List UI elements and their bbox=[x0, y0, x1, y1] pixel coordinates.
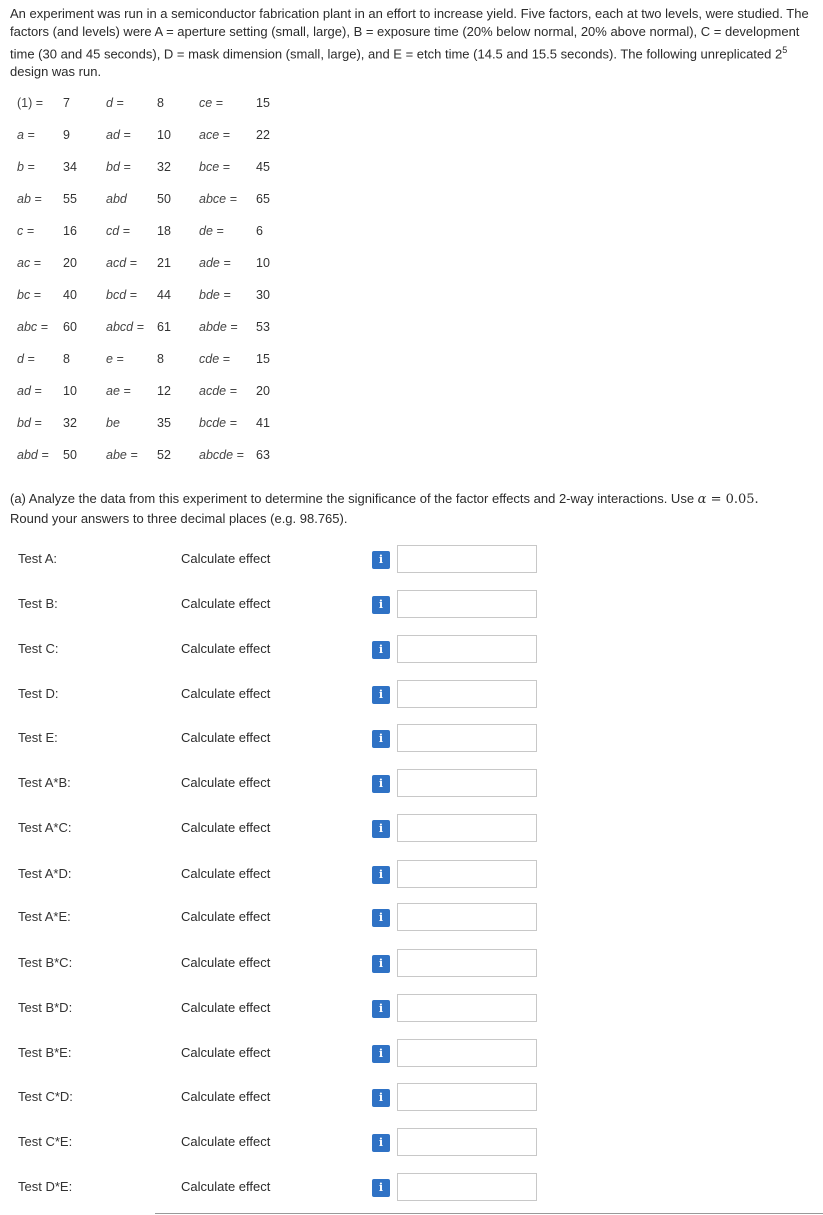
treatment-label: ade = bbox=[199, 256, 231, 270]
calculate-effect-label: Calculate effect bbox=[181, 551, 271, 566]
treatment-value: 7 bbox=[63, 96, 70, 110]
answer-input[interactable] bbox=[397, 949, 537, 977]
treatment-value: 8 bbox=[157, 352, 164, 366]
intro-text: An experiment was run in a semiconductor fabrication plant in an effort to increase yield. Five factors, each at two levels, were studied. The factors (and levels) were A = aperture setting (small, large), B = exposure time (20% below normal, 20% above normal), C = development time (30 and 45 seconds), D = mask dimension (small, large), and E = etch time (14.5 and 15.5 seconds). The following unreplicated 2 bbox=[10, 6, 809, 62]
treatment-value: 34 bbox=[63, 160, 77, 174]
intro-text-end: design was run. bbox=[10, 64, 102, 80]
test-label: Test C: bbox=[18, 641, 59, 656]
treatment-label: d = bbox=[106, 96, 124, 110]
info-icon[interactable]: i bbox=[372, 820, 390, 838]
calculate-effect-label: Calculate effect bbox=[181, 596, 271, 611]
treatment-label: acd = bbox=[106, 256, 137, 270]
treatment-value: 32 bbox=[63, 416, 77, 430]
test-row bbox=[0, 994, 823, 1024]
answer-input[interactable] bbox=[397, 1173, 537, 1201]
answer-input[interactable] bbox=[397, 903, 537, 931]
treatment-value: 21 bbox=[157, 256, 171, 270]
test-row bbox=[0, 769, 823, 799]
test-row bbox=[0, 860, 823, 890]
info-icon[interactable]: i bbox=[372, 1134, 390, 1152]
treatment-value: 9 bbox=[63, 128, 70, 142]
treatment-value: 60 bbox=[63, 320, 77, 334]
test-label: Test D: bbox=[18, 686, 59, 701]
treatment-value: 20 bbox=[256, 384, 270, 398]
test-label: Test A: bbox=[18, 551, 58, 566]
info-icon[interactable]: i bbox=[372, 866, 390, 884]
answer-input[interactable] bbox=[397, 769, 537, 797]
treatment-label: bd = bbox=[17, 416, 42, 430]
answer-input[interactable] bbox=[397, 814, 537, 842]
treatment-label: abcd = bbox=[106, 320, 144, 334]
treatment-label: ace = bbox=[199, 128, 230, 142]
test-label: Test C*D: bbox=[18, 1089, 73, 1104]
answer-input[interactable] bbox=[397, 1083, 537, 1111]
info-icon[interactable]: i bbox=[372, 775, 390, 793]
calculate-effect-label: Calculate effect bbox=[181, 866, 271, 881]
answer-input[interactable] bbox=[397, 590, 537, 618]
alpha-symbol: α bbox=[697, 492, 707, 507]
treatment-value: 15 bbox=[256, 352, 270, 366]
treatment-label: abc = bbox=[17, 320, 48, 334]
treatment-value: 61 bbox=[157, 320, 171, 334]
treatment-label: d = bbox=[17, 352, 35, 366]
test-label: Test B: bbox=[18, 596, 58, 611]
calculate-effect-label: Calculate effect bbox=[181, 820, 271, 835]
treatment-value: 45 bbox=[256, 160, 270, 174]
answer-input[interactable] bbox=[397, 1128, 537, 1156]
treatment-value: 22 bbox=[256, 128, 270, 142]
treatment-label: acde = bbox=[199, 384, 237, 398]
treatment-label: a = bbox=[17, 128, 35, 142]
intro-superscript: 5 bbox=[782, 45, 788, 55]
info-icon[interactable]: i bbox=[372, 641, 390, 659]
answer-input[interactable] bbox=[397, 1039, 537, 1067]
treatment-value: 44 bbox=[157, 288, 171, 302]
calculate-effect-label: Calculate effect bbox=[181, 1179, 271, 1194]
treatment-label: ad = bbox=[17, 384, 42, 398]
info-icon[interactable]: i bbox=[372, 1089, 390, 1107]
treatment-label: (1) = bbox=[17, 96, 44, 110]
treatment-value: 52 bbox=[157, 448, 171, 462]
answer-input[interactable] bbox=[397, 994, 537, 1022]
treatment-label: be bbox=[106, 416, 120, 430]
calculate-effect-label: Calculate effect bbox=[181, 1134, 271, 1149]
test-label: Test B*D: bbox=[18, 1000, 73, 1015]
answer-input[interactable] bbox=[397, 860, 537, 888]
treatment-value: 8 bbox=[63, 352, 70, 366]
test-label: Test E: bbox=[18, 730, 58, 745]
treatment-label: ae = bbox=[106, 384, 131, 398]
treatment-value: 32 bbox=[157, 160, 171, 174]
test-row bbox=[0, 545, 823, 575]
question-part2: Round your answers to three decimal places (e.g. 98.765). bbox=[10, 511, 348, 526]
answer-input[interactable] bbox=[397, 635, 537, 663]
treatment-value: 55 bbox=[63, 192, 77, 206]
info-icon[interactable]: i bbox=[372, 596, 390, 614]
treatment-value: 8 bbox=[157, 96, 164, 110]
treatment-label: ac = bbox=[17, 256, 41, 270]
treatment-label: abd = bbox=[17, 448, 49, 462]
calculate-effect-label: Calculate effect bbox=[181, 730, 271, 745]
treatment-value: 15 bbox=[256, 96, 270, 110]
info-icon[interactable]: i bbox=[372, 1045, 390, 1063]
test-row bbox=[0, 635, 823, 665]
question-text bbox=[10, 489, 810, 528]
treatment-label: bcde = bbox=[199, 416, 237, 430]
problem-statement bbox=[10, 5, 810, 81]
treatment-value: 18 bbox=[157, 224, 171, 238]
calculate-effect-label: Calculate effect bbox=[181, 1045, 271, 1060]
test-label: Test B*C: bbox=[18, 955, 73, 970]
answer-input[interactable] bbox=[397, 680, 537, 708]
info-icon[interactable]: i bbox=[372, 909, 390, 927]
answer-input[interactable] bbox=[397, 545, 537, 573]
treatment-value: 10 bbox=[256, 256, 270, 270]
treatment-value: 10 bbox=[157, 128, 171, 142]
test-row bbox=[0, 680, 823, 710]
treatment-label: abce = bbox=[199, 192, 237, 206]
treatment-value: 6 bbox=[256, 224, 263, 238]
calculate-effect-label: Calculate effect bbox=[181, 955, 271, 970]
treatment-label: b = bbox=[17, 160, 35, 174]
treatment-value: 16 bbox=[63, 224, 77, 238]
treatment-value: 40 bbox=[63, 288, 77, 302]
treatment-label: c = bbox=[17, 224, 35, 238]
treatment-label: bce = bbox=[199, 160, 230, 174]
treatment-label: bde = bbox=[199, 288, 231, 302]
calculate-effect-label: Calculate effect bbox=[181, 686, 271, 701]
test-label: Test C*E: bbox=[18, 1134, 73, 1149]
treatment-label: ab = bbox=[17, 192, 42, 206]
test-label: Test A*C: bbox=[18, 820, 72, 835]
test-label: Test A*D: bbox=[18, 866, 72, 881]
treatment-label: cde = bbox=[199, 352, 230, 366]
calculate-effect-label: Calculate effect bbox=[181, 1000, 271, 1015]
treatment-label: abd bbox=[106, 192, 127, 206]
info-icon[interactable]: i bbox=[372, 1000, 390, 1018]
alpha-value: = 0.05. bbox=[706, 492, 759, 507]
treatment-value: 50 bbox=[63, 448, 77, 462]
calculate-effect-label: Calculate effect bbox=[181, 909, 271, 924]
treatment-value: 10 bbox=[63, 384, 77, 398]
treatment-label: ce = bbox=[199, 96, 223, 110]
test-label: Test D*E: bbox=[18, 1179, 73, 1194]
treatment-value: 41 bbox=[256, 416, 270, 430]
test-row bbox=[0, 1173, 823, 1203]
treatment-label: e = bbox=[106, 352, 124, 366]
question-part1: (a) Analyze the data from this experiment to determine the significance of the factor effects and 2-way interactions. Use bbox=[10, 491, 698, 506]
info-icon[interactable]: i bbox=[372, 551, 390, 569]
bottom-divider bbox=[155, 1213, 823, 1214]
test-row bbox=[0, 1039, 823, 1069]
calculate-effect-label: Calculate effect bbox=[181, 1089, 271, 1104]
test-row bbox=[0, 1128, 823, 1158]
treatment-value: 53 bbox=[256, 320, 270, 334]
calculate-effect-label: Calculate effect bbox=[181, 775, 271, 790]
answer-input[interactable] bbox=[397, 724, 537, 752]
treatment-label: abe = bbox=[106, 448, 138, 462]
treatment-value: 63 bbox=[256, 448, 270, 462]
treatment-value: 12 bbox=[157, 384, 171, 398]
test-row bbox=[0, 590, 823, 620]
treatment-label: bc = bbox=[17, 288, 41, 302]
test-row bbox=[0, 724, 823, 754]
treatment-value: 20 bbox=[63, 256, 77, 270]
test-label: Test B*E: bbox=[18, 1045, 72, 1060]
treatment-label: abde = bbox=[199, 320, 238, 334]
treatment-value: 50 bbox=[157, 192, 171, 206]
treatment-label: abcde = bbox=[199, 448, 244, 462]
calculate-effect-label: Calculate effect bbox=[181, 641, 271, 656]
treatment-label: cd = bbox=[106, 224, 130, 238]
treatment-value: 35 bbox=[157, 416, 171, 430]
test-row bbox=[0, 903, 823, 933]
treatment-label: ad = bbox=[106, 128, 131, 142]
treatment-value: 65 bbox=[256, 192, 270, 206]
info-icon[interactable]: i bbox=[372, 686, 390, 704]
info-icon[interactable]: i bbox=[372, 730, 390, 748]
treatment-value: 30 bbox=[256, 288, 270, 302]
info-icon[interactable]: i bbox=[372, 955, 390, 973]
info-icon[interactable]: i bbox=[372, 1179, 390, 1197]
treatment-label: de = bbox=[199, 224, 224, 238]
test-row bbox=[0, 814, 823, 844]
test-row bbox=[0, 949, 823, 979]
test-label: Test A*B: bbox=[18, 775, 71, 790]
treatment-label: bcd = bbox=[106, 288, 137, 302]
test-row bbox=[0, 1083, 823, 1113]
treatment-label: bd = bbox=[106, 160, 131, 174]
test-label: Test A*E: bbox=[18, 909, 71, 924]
